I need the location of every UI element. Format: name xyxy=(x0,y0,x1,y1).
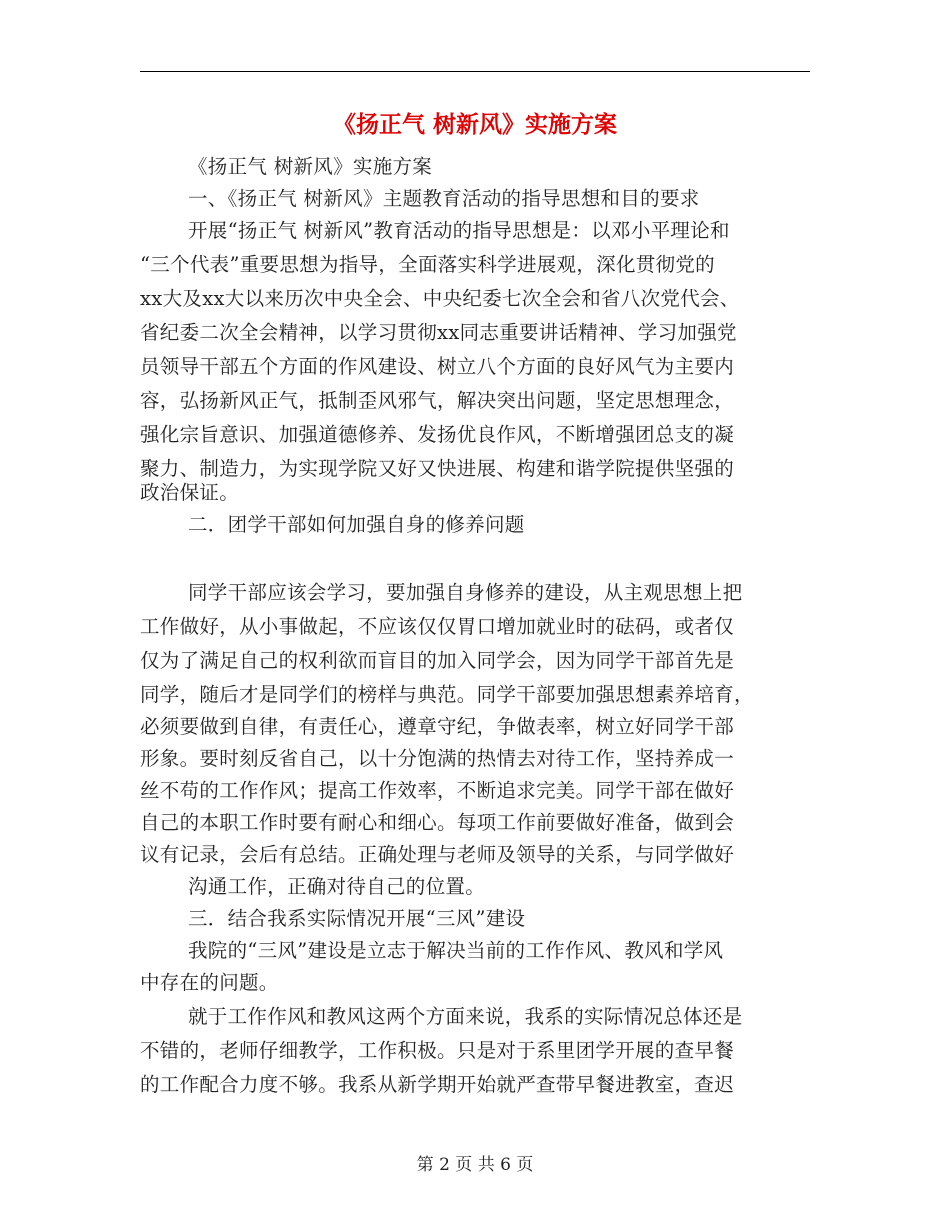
section-heading-3: 三．结合我系实际情况开展“三风”建设 xyxy=(188,907,526,930)
body-line: 《扬正气 树新风》实施方案 xyxy=(188,155,433,178)
body-line: 我院的“三风”建设是立志于解决当前的工作作风、教风和学风 xyxy=(188,939,724,962)
body-line: 同学，随后才是同学们的榜样与典范。同学干部要加强思想素养培育， xyxy=(140,683,754,706)
body-line: 议有记录，会后有总结。正确处理与老师及领导的关系，与同学做好 xyxy=(140,843,735,866)
body-line: 员领导干部五个方面的作风建设、树立八个方面的良好风气为主要内 xyxy=(140,355,735,378)
body-line: 政治保证。 xyxy=(140,481,240,504)
body-line: 就于工作作风和教风这两个方面来说，我系的实际情况总体还是 xyxy=(188,1005,743,1028)
body-line: 的工作配合力度不够。我系从新学期开始就严查带早餐进教室，查迟 xyxy=(140,1073,735,1096)
body-line: 工作做好，从小事做起，不应该仅仅胃口增加就业时的砝码，或者仅 xyxy=(140,615,735,638)
body-line: 沟通工作，正确对待自己的位置。 xyxy=(188,875,486,898)
body-line: 中存在的问题。 xyxy=(140,971,279,994)
body-line: 形象。要时刻反省自己，以十分饱满的热情去对待工作，坚持养成一 xyxy=(140,747,735,770)
body-line: 容，弘扬新风正气，抵制歪风邪气，解决突出问题，坚定思想理念， xyxy=(140,389,735,412)
body-line: 仅为了满足自己的权利欲而盲目的加入同学会，因为同学干部首先是 xyxy=(140,649,735,672)
body-line: “三个代表”重要思想为指导，全面落实科学进展观，深化贯彻党的 xyxy=(140,253,715,276)
body-line: 丝不苟的工作作风；提高工作效率，不断追求完美。同学干部在做好 xyxy=(140,779,735,802)
body-line: 开展“扬正气 树新风”教育活动的指导思想是：以邓小平理论和 xyxy=(188,219,730,242)
section-heading-2: 二．团学干部如何加强自身的修养问题 xyxy=(188,513,525,536)
body-line: 省纪委二次全会精神，以学习贯彻xx同志重要讲话精神、学习加强党 xyxy=(140,321,737,344)
body-line: 强化宗旨意识、加强道德修养、发扬优良作风，不断增强团总支的凝 xyxy=(140,423,735,446)
body-line: 自己的本职工作时要有耐心和细心。每项工作前要做好准备，做到会 xyxy=(140,811,735,834)
document-title: 《扬正气 树新风》实施方案 xyxy=(332,112,617,138)
section-heading-1: 一、《扬正气 树新风》主题教育活动的指导思想和目的要求 xyxy=(188,187,700,210)
body-line: 同学干部应该会学习，要加强自身修养的建设，从主观思想上把 xyxy=(188,581,743,604)
body-line: xx大及xx大以来历次中央全会、中央纪委七次全会和省八次党代会、 xyxy=(140,287,740,310)
header-rule xyxy=(140,71,810,72)
body-line: 必须要做到自律，有责任心，遵章守纪，争做表率，树立好同学干部 xyxy=(140,715,735,738)
page-number-footer: 第 2 页 共 6 页 xyxy=(416,1155,534,1175)
body-line: 不错的，老师仔细教学，工作积极。只是对于系里团学开展的查早餐 xyxy=(140,1039,735,1062)
body-line: 聚力、制造力，为实现学院又好又快进展、构建和谐学院提供坚强的 xyxy=(140,457,735,480)
